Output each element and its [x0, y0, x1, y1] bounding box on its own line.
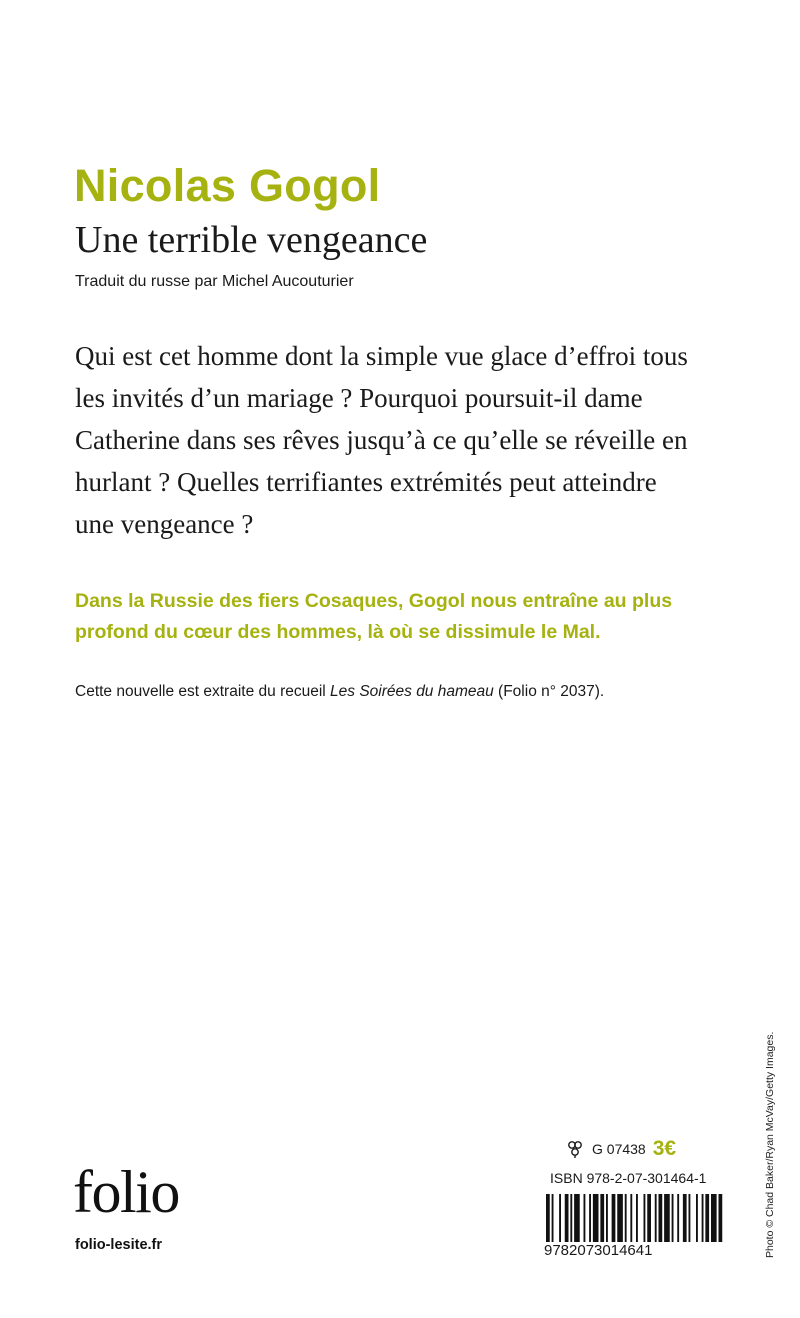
publisher-website: folio-lesite.fr: [75, 1237, 163, 1253]
photo-credit: Photo © Chad Baker/Ryan McVay/Getty Images.: [764, 1031, 776, 1258]
collection-note: [75, 681, 604, 703]
blurb-line: Catherine dans ses rêves jusqu’à ce qu’elle se réveille en: [75, 425, 688, 455]
hook-line: Dans la Russie des fiers Cosaques, Gogol nous entraîne au plus: [75, 590, 673, 612]
price-row: [566, 1136, 676, 1162]
note-text-before: Cette nouvelle est extraite du recueil: [75, 683, 331, 700]
isbn: ISBN 978-2-07-301464-1: [550, 1170, 707, 1186]
blurb-line: hurlant ? Quelles terrifiantes extrémités peut atteindre: [75, 467, 657, 497]
price-category-icon: [566, 1140, 584, 1158]
book-title: Une terrible vengeance: [75, 219, 428, 261]
blurb-line: une vengeance ?: [75, 509, 254, 539]
author-name: Nicolas Gogol: [74, 160, 381, 211]
blurb-line: Qui est cet homme dont la simple vue glace d’effroi tous: [75, 341, 688, 371]
blurb-paragraph: [75, 335, 735, 545]
price: 3€: [652, 1137, 677, 1160]
catalog-code: G 07438: [592, 1141, 646, 1157]
barcode-digits: 9782073014641: [544, 1242, 732, 1260]
translator-credit: Traduit du russe par Michel Aucouturier: [75, 273, 354, 290]
note-text-after: (Folio n° 2037).: [493, 683, 605, 700]
folio-logo: folio: [73, 1159, 179, 1225]
hook-line: profond du cœur des hommes, là où se dissimule le Mal.: [75, 621, 601, 643]
hook-paragraph: [75, 586, 755, 648]
collection-title: Les Soirées du hameau: [330, 683, 494, 700]
blurb-line: les invités d’un mariage ? Pourquoi poursuit-il dame: [75, 383, 643, 413]
